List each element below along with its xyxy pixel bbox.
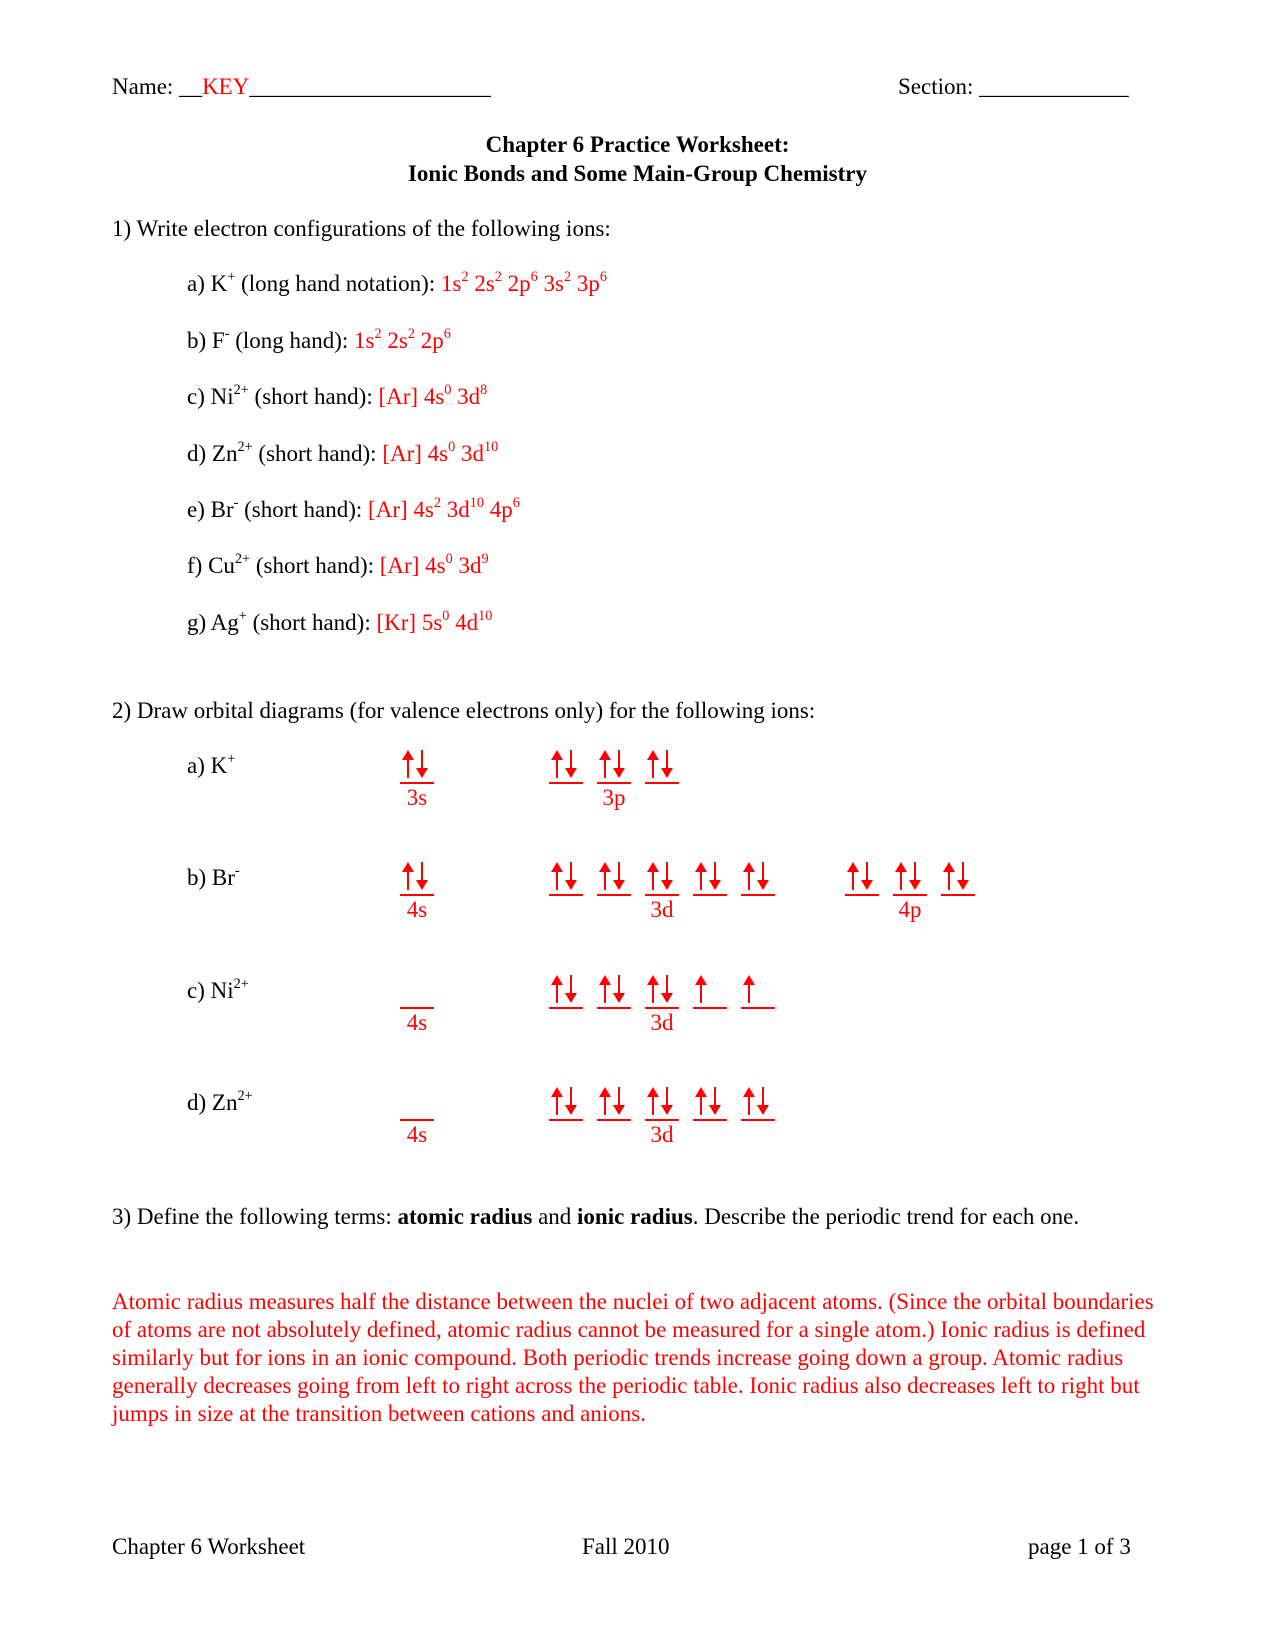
item-letter: d) <box>187 441 212 466</box>
config-term: 4s <box>423 384 445 409</box>
ion-symbol: K <box>210 271 228 296</box>
config-term: 1s <box>354 328 375 353</box>
orbital-box <box>645 973 679 1009</box>
item-letter: b) <box>187 328 212 353</box>
config-term: [Ar] <box>382 441 422 466</box>
ion-symbol: Ni <box>210 384 234 409</box>
sublevel-label: 3d <box>650 1010 674 1035</box>
config-term: 2p <box>420 328 444 353</box>
config-term: 4s <box>425 553 446 578</box>
ion-charge: - <box>224 326 230 343</box>
orbital-box <box>941 860 975 896</box>
item-letter: c) <box>187 978 211 1003</box>
orbital-box <box>693 973 727 1009</box>
sublevel-label: 4s <box>406 897 428 922</box>
name-label: Name: __ <box>112 74 203 99</box>
config-answer <box>380 553 489 578</box>
config-answer <box>368 497 520 522</box>
config-answer <box>376 610 492 635</box>
ion-symbol: Ni <box>210 978 234 1003</box>
config-term: [Ar] <box>379 553 420 578</box>
orbital-ion-label <box>187 977 249 1005</box>
config-superscript: 2 <box>433 495 441 512</box>
orbital-box <box>549 973 583 1009</box>
config-item <box>187 270 607 298</box>
footer-center: Fall 2010 <box>582 1534 670 1559</box>
config-answer <box>354 328 451 353</box>
worksheet-title: Chapter 6 Practice Worksheet: <box>485 132 790 157</box>
name-value: KEY <box>202 74 250 99</box>
config-item <box>187 552 489 580</box>
item-letter: f) <box>187 553 209 578</box>
item-note: (short hand): <box>252 441 383 466</box>
ion-charge: + <box>227 751 236 768</box>
config-item <box>187 327 451 355</box>
config-answer <box>378 384 487 409</box>
ion-symbol: Zn <box>211 441 238 466</box>
ion-charge: 2+ <box>237 1088 253 1105</box>
orbital-ion-label <box>187 1089 253 1117</box>
q3-term-atomic-radius: atomic radius <box>397 1204 533 1229</box>
q1-prompt: 1) Write electron configurations of the following ions: <box>112 216 611 241</box>
ion-symbol: Ag <box>210 610 239 635</box>
ion-charge: 2+ <box>233 382 249 399</box>
q2-prompt: 2) Draw orbital diagrams (for valence electrons only) for the following ions: <box>112 698 816 723</box>
sublevel-label: 3p <box>602 785 626 810</box>
ion-symbol: Br <box>211 865 235 890</box>
item-letter: c) <box>187 384 211 409</box>
orbital-box <box>400 748 434 784</box>
config-term: 4s <box>413 497 434 522</box>
config-term: 3d <box>446 497 470 522</box>
item-note: (short hand): <box>248 384 379 409</box>
sublevel-label: 3s <box>406 785 428 810</box>
item-note: (long hand): <box>229 328 355 353</box>
orbital-ion-label <box>187 864 240 892</box>
config-superscript: 2 <box>461 269 469 286</box>
orbital-box <box>597 973 631 1009</box>
config-item <box>187 496 520 524</box>
config-term: 1s <box>440 271 462 296</box>
ion-symbol: Br <box>210 497 234 522</box>
config-term: 4d <box>455 610 479 635</box>
orbital-box <box>741 973 775 1009</box>
orbital-box <box>549 748 583 784</box>
config-term: [Ar] <box>368 497 408 522</box>
item-note: (short hand): <box>238 497 369 522</box>
q3-answer: Atomic radius measures half the distance between the nuclei of two adjacent atoms. (Since the orbital boundaries of atoms are not absolutely defined, atomic radius cannot be measured for a single atom.) Ionic radius is defined similarly but for ions in an ionic compound. Both periodic trends increase going down a group. Atomic radius generally decreases going from left to right across the periodic table. Ionic radius also decreases left to right but jumps in size at the transition between cations and anions. <box>112 1289 1154 1426</box>
q3-prompt-post: . Describe the periodic trend for each one. <box>692 1204 1080 1229</box>
config-term: 3s <box>543 271 564 296</box>
item-note: (short hand): <box>250 553 380 578</box>
config-item <box>187 383 487 411</box>
config-superscript: 2 <box>563 269 572 286</box>
ion-charge: 2+ <box>233 976 249 993</box>
config-superscript: 0 <box>448 439 456 456</box>
ion-charge: - <box>234 863 240 880</box>
item-letter: d) <box>187 1090 212 1115</box>
worksheet-subtitle: Ionic Bonds and Some Main-Group Chemistry <box>407 161 867 186</box>
config-superscript: 8 <box>480 382 488 399</box>
config-term: [Kr] <box>376 610 417 635</box>
config-superscript: 6 <box>599 269 607 286</box>
config-term: 2s <box>474 271 495 296</box>
config-item <box>187 609 492 637</box>
orbital-box <box>645 1085 679 1121</box>
sublevel-label: 4s <box>406 1122 428 1147</box>
q3-prompt-pre: 3) Define the following terms: <box>112 1204 398 1229</box>
config-term: 2p <box>507 271 531 296</box>
sublevel-label: 3d <box>650 897 674 922</box>
q3-prompt <box>112 1203 1172 1231</box>
ion-charge: + <box>238 608 247 625</box>
orbital-box <box>549 1085 583 1121</box>
sublevel-label: 4p <box>898 897 922 922</box>
config-term: 2s <box>387 328 408 353</box>
orbital-box <box>400 1085 434 1121</box>
config-superscript: 9 <box>481 551 489 568</box>
config-superscript: 0 <box>445 551 453 568</box>
ion-symbol: K <box>210 753 228 778</box>
config-superscript: 6 <box>512 495 520 512</box>
config-answer <box>441 271 607 296</box>
config-term: 3d <box>458 553 482 578</box>
ion-symbol: Cu <box>208 553 235 578</box>
config-term: 4s <box>427 441 449 466</box>
config-superscript: 2 <box>374 326 382 343</box>
config-item <box>187 440 498 468</box>
orbital-ion-label <box>187 752 235 780</box>
orbital-box <box>597 748 631 784</box>
orbital-box <box>741 1085 775 1121</box>
config-term: 5s <box>421 610 443 635</box>
ion-charge: - <box>233 495 239 512</box>
orbital-box <box>400 860 434 896</box>
orbital-box <box>597 860 631 896</box>
item-note: (short hand): <box>246 610 377 635</box>
ion-charge: 2+ <box>237 439 253 456</box>
config-superscript: 0 <box>444 382 452 399</box>
item-letter: b) <box>187 865 212 890</box>
orbital-box <box>845 860 879 896</box>
ion-symbol: F <box>211 328 225 353</box>
sublevel-label: 3d <box>650 1122 674 1147</box>
orbital-box <box>645 748 679 784</box>
orbital-box <box>400 973 434 1009</box>
item-letter: g) <box>187 610 211 635</box>
config-superscript: 10 <box>484 439 499 456</box>
item-letter: a) <box>187 753 211 778</box>
config-superscript: 10 <box>469 495 484 512</box>
orbital-box <box>597 1085 631 1121</box>
orbital-box <box>645 860 679 896</box>
orbital-box <box>741 860 775 896</box>
q3-and: and <box>532 1204 578 1229</box>
config-term: [Ar] <box>378 384 419 409</box>
config-superscript: 2 <box>494 269 502 286</box>
ion-charge: + <box>227 269 236 286</box>
config-superscript: 6 <box>530 269 538 286</box>
name-line <box>112 73 491 101</box>
config-superscript: 10 <box>478 608 493 625</box>
footer-right: page 1 of 3 <box>1028 1534 1131 1559</box>
config-term: 3d <box>461 441 484 466</box>
item-letter: a) <box>187 271 211 296</box>
orbital-box <box>893 860 927 896</box>
config-superscript: 0 <box>442 608 450 625</box>
config-superscript: 6 <box>443 326 451 343</box>
footer-left: Chapter 6 Worksheet <box>112 1534 306 1559</box>
orbital-box <box>549 860 583 896</box>
item-letter: e) <box>187 497 211 522</box>
sublevel-label: 4s <box>406 1010 428 1035</box>
config-term: 3p <box>576 271 600 296</box>
item-note: (long hand notation): <box>235 271 441 296</box>
config-term: 4p <box>489 497 513 522</box>
config-superscript: 2 <box>407 326 415 343</box>
name-blank: _____________________ <box>249 74 491 99</box>
config-answer <box>382 441 498 466</box>
config-term: 3d <box>457 384 481 409</box>
section-line: Section: _____________ <box>898 74 1129 99</box>
orbital-box <box>693 860 727 896</box>
q3-term-ionic-radius: ionic radius <box>577 1204 693 1229</box>
orbital-box <box>693 1085 727 1121</box>
ion-symbol: Zn <box>211 1090 238 1115</box>
ion-charge: 2+ <box>234 551 251 568</box>
